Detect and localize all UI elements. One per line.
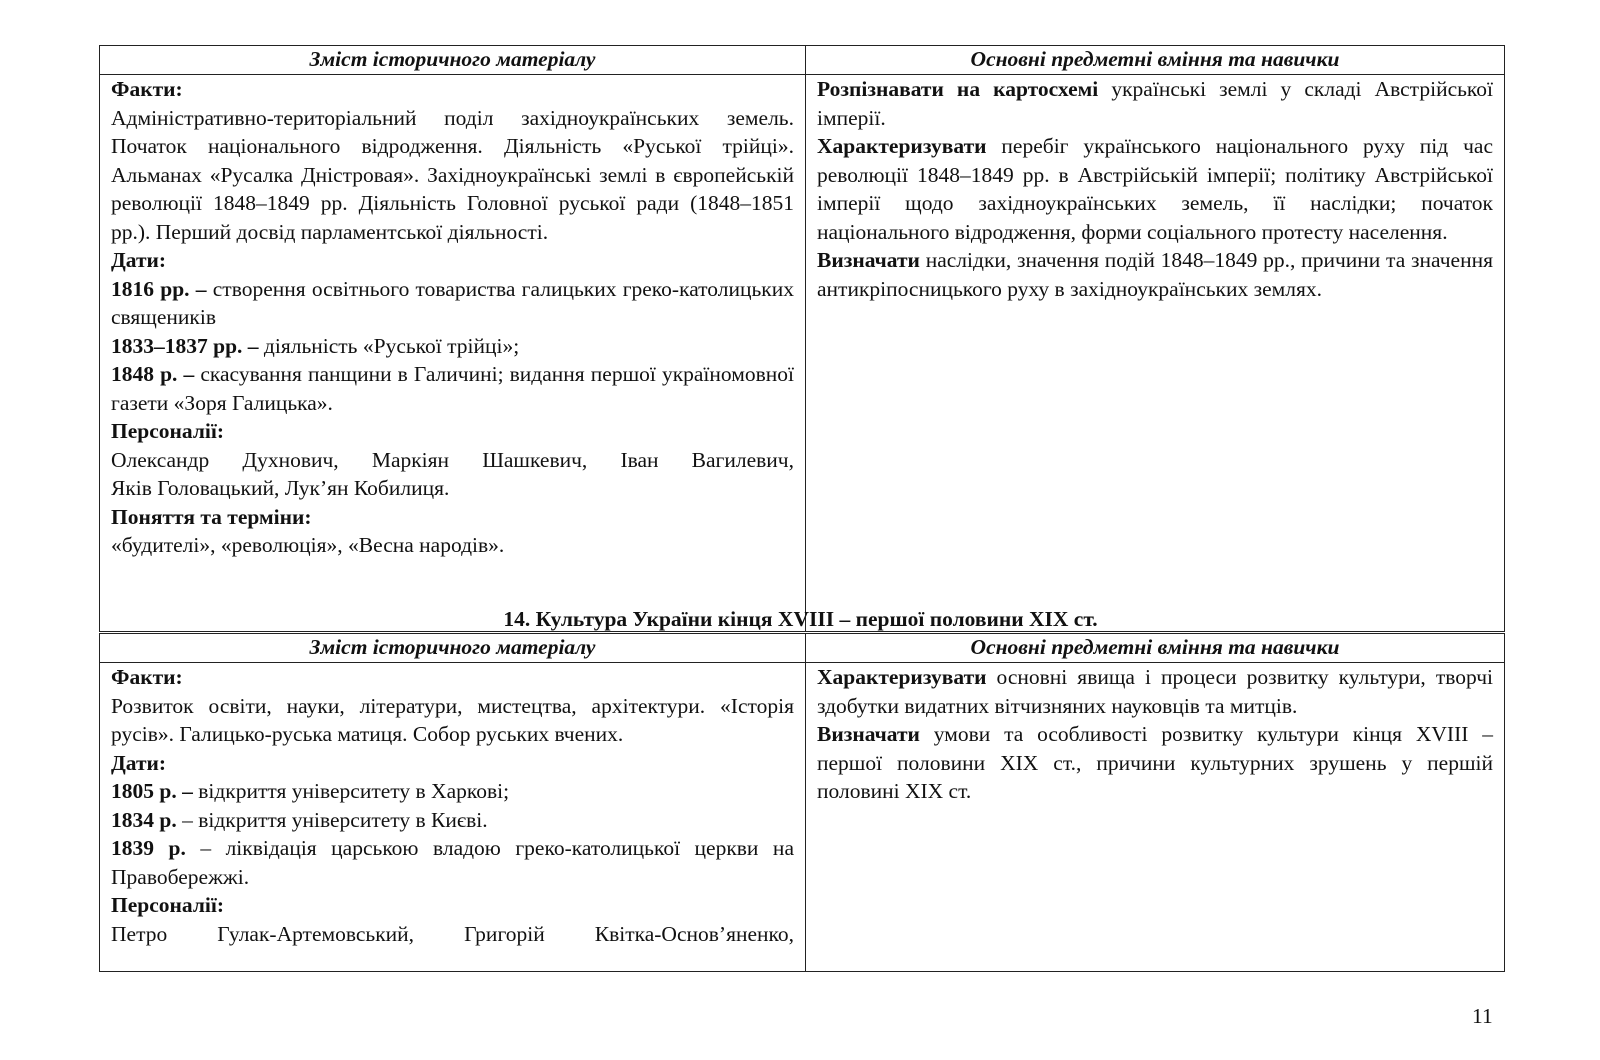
content-table-2: [99, 633, 1505, 972]
date-value: 1839 р.: [111, 836, 186, 860]
skill-item: [817, 246, 1493, 303]
skill-verb: Визначати: [817, 722, 920, 746]
date-value: 1805 р. –: [111, 779, 193, 803]
content-table-1: [99, 45, 1505, 632]
skill-verb: Визначати: [817, 248, 920, 272]
persons-line: Яків Головацький, Лук’ян Кобилиця.: [111, 476, 450, 500]
content-cell: [100, 663, 806, 972]
header-content: Зміст історичного матеріалу: [100, 634, 806, 663]
date-item: [111, 834, 794, 891]
date-text: скасування панщини в Галичині; видання першої україномовної газети «Зоря Галицька».: [111, 362, 794, 415]
header-skills: Основні предметні вміння та навички: [806, 46, 1505, 75]
date-item: [111, 777, 794, 806]
facts-text: Розвиток освіти, науки, літератури, мистецтва, архітектури. «Історія русів». Галицько-руська матиця. Собор руських вчених.: [111, 693, 794, 746]
date-text: створення освітнього товариства галицьких греко-католицьких священиків: [111, 276, 794, 329]
facts-label: Факти:: [111, 665, 183, 689]
terms-label: Поняття та терміни:: [111, 504, 312, 529]
date-text: – ліквідація царською владою греко-католицької церкви на Правобережжі.: [111, 836, 794, 889]
persons-line: Петро Гулак-Артемовський, Григорій Квітка-Основ’яненко,: [111, 921, 794, 946]
facts-text: Адміністративно-територіальний поділ західноукраїнських земель. Початок національного відродження. Діяльність «Руської трійці». Альманах «Русалка Дністровая». Західноукраїнські землі в європейській революції 1848–1849 рр. Діяльність Головної руської ради (1848–1851 рр.). Перший досвід парламентської діяльності.: [111, 105, 794, 244]
skills-cell: [806, 75, 1505, 632]
page-number: 11: [1472, 1004, 1493, 1028]
content-cell: [100, 75, 806, 632]
skill-verb: Характеризувати: [817, 134, 987, 158]
skill-item: [817, 663, 1493, 720]
section-title: 14. Культура України кінця XVIII – першої половини XIX ст.: [503, 607, 1098, 631]
persons-label: Персоналії:: [111, 893, 225, 917]
persons-line: Олександр Духнович, Маркіян Шашкевич, Іван Вагилевич,: [111, 447, 794, 472]
header-content: Зміст історичного матеріалу: [100, 46, 806, 75]
skill-verb: Характеризувати: [817, 665, 987, 689]
skill-text: умови та особливості розвитку культури кінця XVIII – першої половини XIX ст., причини культурних зрушень у першій половині XIX ст.: [817, 722, 1493, 803]
date-text: відкриття університету в Харкові;: [192, 779, 510, 803]
date-value: 1833–1837 рр. –: [111, 333, 259, 358]
date-text: – відкриття університету в Києві.: [176, 807, 488, 832]
skill-text: українські землі у складі Австрійської імперії.: [817, 77, 1493, 130]
skill-item: [817, 720, 1493, 806]
facts-label: Факти:: [111, 77, 183, 101]
date-value: 1848 р. –: [111, 362, 195, 386]
skill-item: [817, 132, 1493, 246]
header-skills: Основні предметні вміння та навички: [806, 634, 1505, 663]
date-item: [111, 275, 794, 332]
date-item: [111, 332, 794, 361]
terms-text: «будителі», «революція», «Весна народів».: [111, 533, 505, 557]
skill-verb: Розпізнавати на картосхемі: [817, 77, 1099, 101]
persons-label: Персоналії:: [111, 419, 225, 443]
date-value: 1816 рр. –: [111, 276, 207, 301]
date-text: діяльність «Руської трійці»;: [258, 333, 520, 358]
date-item: [111, 360, 794, 417]
date-value: 1834 р.: [111, 807, 177, 832]
dates-label: Дати:: [111, 750, 167, 775]
date-item: [111, 806, 794, 835]
dates-label: Дати:: [111, 248, 167, 272]
skills-cell: [806, 663, 1505, 972]
skill-text: перебіг українського національного руху під час революції 1848–1849 рр. в Австрійській імперії; політику Австрійської імперії щодо західноукраїнських земель, її наслідки; початок національного відродження, форми соціального протесту населення.: [817, 134, 1493, 244]
skill-text: наслідки, значення подій 1848–1849 рр., причини та значення антикріпосницького руху в західноукраїнських землях.: [817, 248, 1493, 301]
skill-text: основні явища і процеси розвитку культури, творчі здобутки видатних вітчизняних науковців та митців.: [817, 665, 1493, 718]
skill-item: [817, 75, 1493, 132]
